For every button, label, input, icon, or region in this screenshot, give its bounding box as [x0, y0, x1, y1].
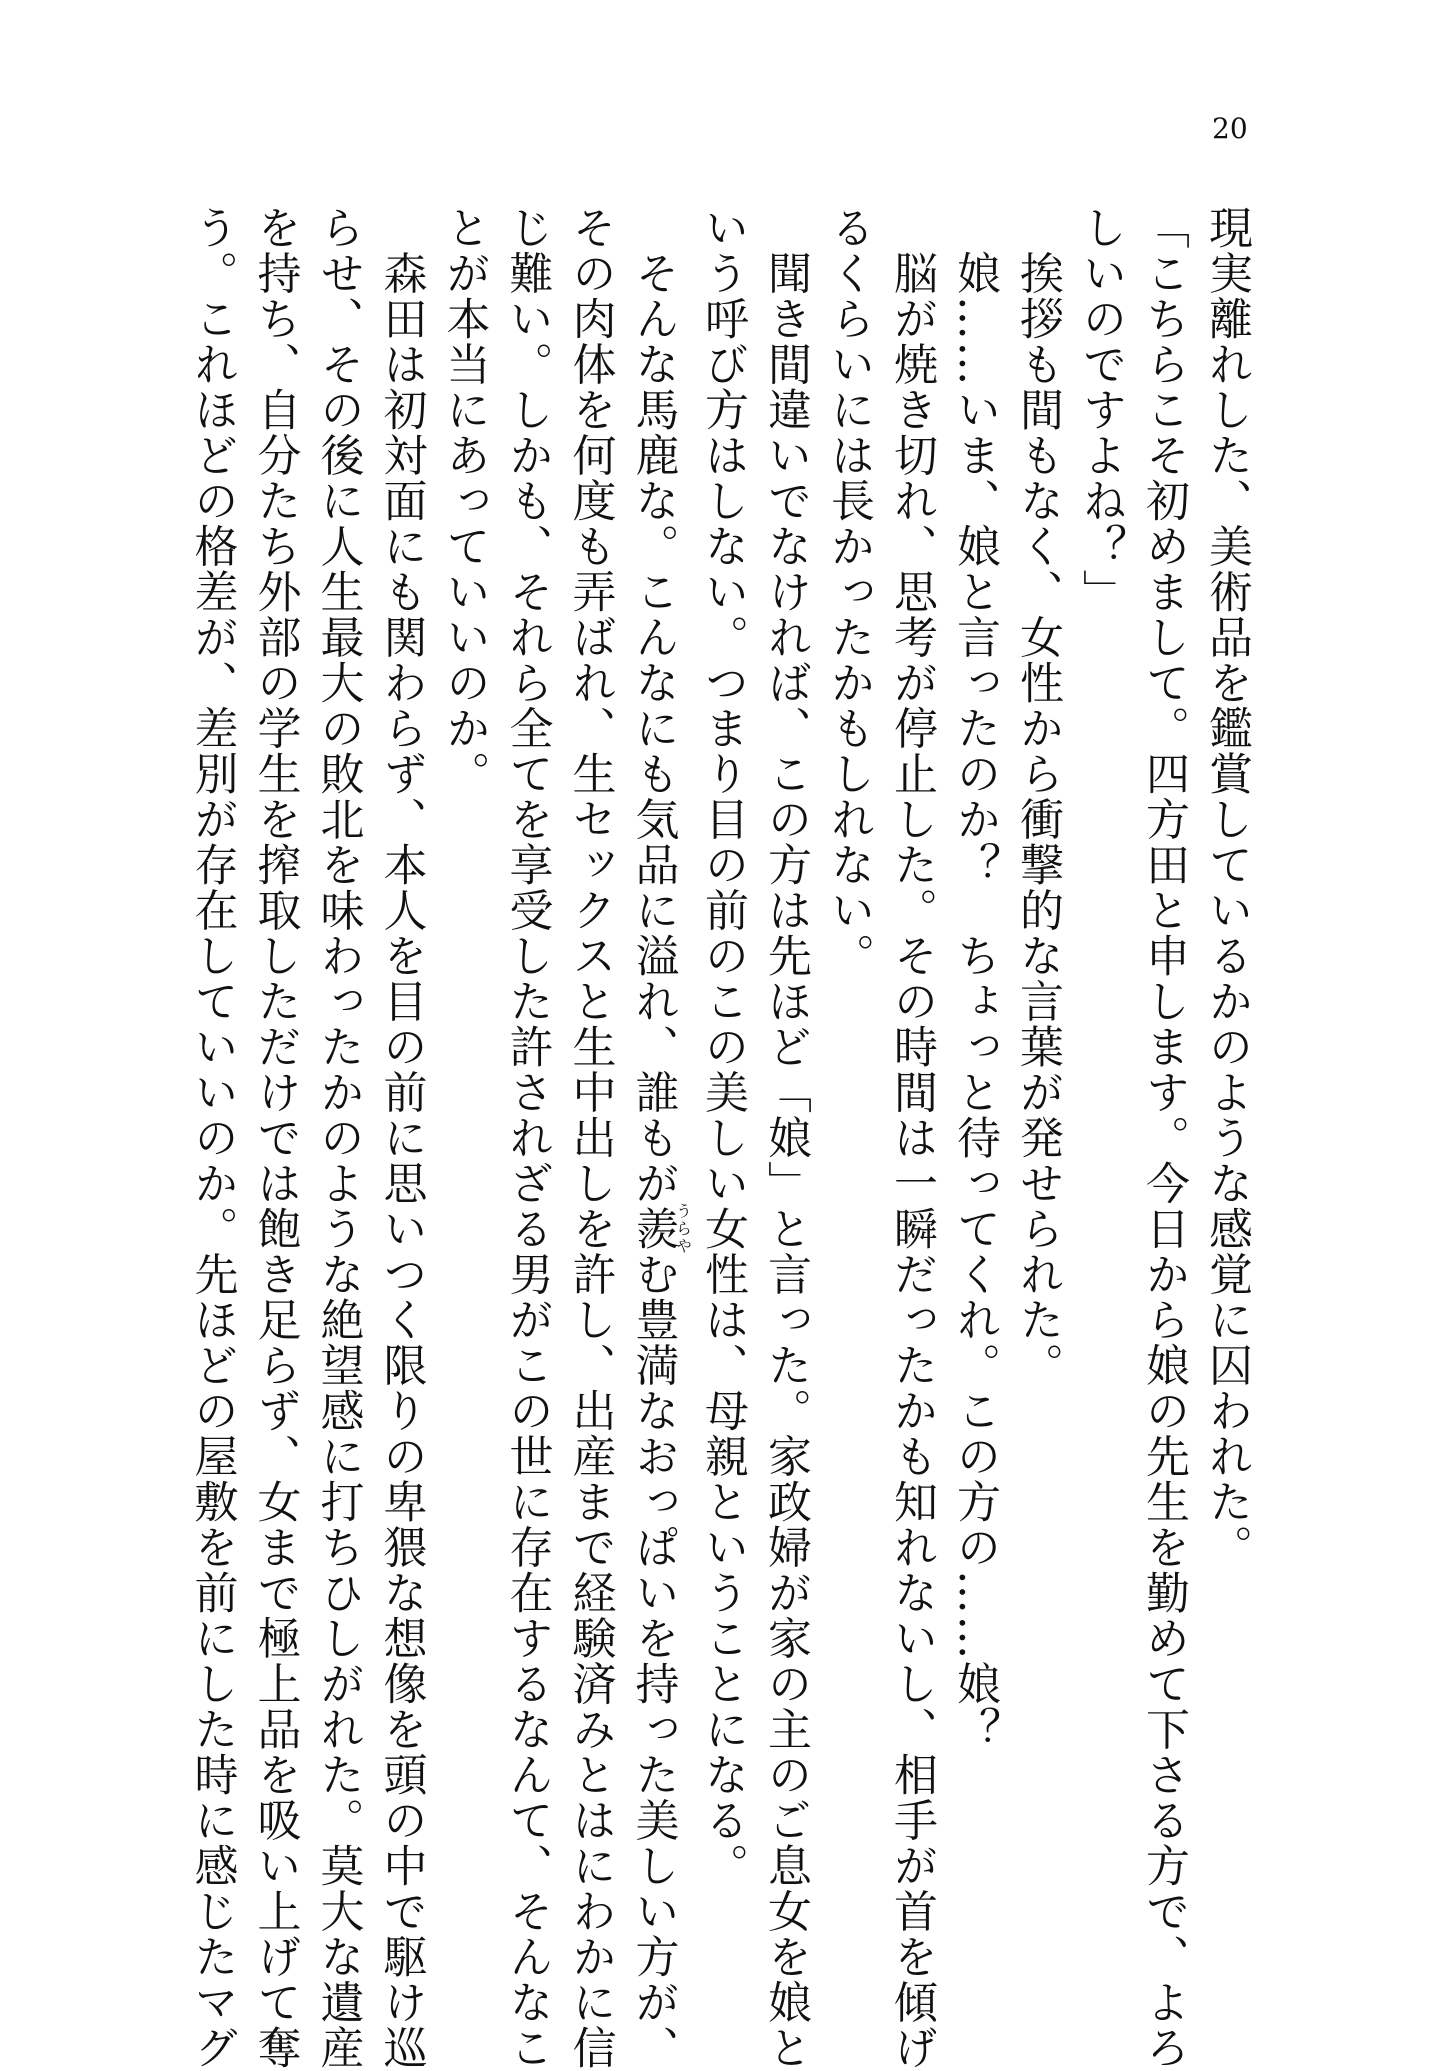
line-segment: む豊満なおっぱいを持った美しい方が、: [627, 1251, 679, 2071]
text-line: しいのですよね？」: [1075, 205, 1126, 615]
ruby-reading: うらや: [673, 1202, 693, 1255]
text-line: 聞き間違いでなければ、この方は先ほど「娘」と言った。家政婦が家の主のご息女を娘と: [760, 205, 811, 2071]
text-line: らせ、その後に人生最大の敗北を味わったかのような絶望感に打ちひしがれた。莫大な遺産: [312, 205, 364, 2071]
ruby-annotation: [627, 1202, 693, 1255]
text-line: 挨拶も間もなく、女性から衝撃的な言葉が発せられた。: [1012, 205, 1063, 1388]
ruby-base: 羨: [627, 1202, 679, 1255]
page-number: 20: [1212, 112, 1248, 145]
text-line: う。これほどの格差が、差別が存在していいのか。先ほどの屋敷を前にした時に感じたマグ: [186, 205, 238, 2071]
text-line-with-ruby: [622, 205, 693, 2071]
text-line: いう呼び方はしない。つまり目の前のこの美しい女性は、母親ということになる。: [697, 205, 748, 1889]
text-line: を持ち、自分たち外部の学生を搾取しただけでは飽き足らず、女まで極上品を吸い上げて奪: [249, 205, 301, 2071]
text-line: その肉体を何度も弄ばれ、生セックスと生中出しを許し、出産まで経験済みとはにわかに信: [564, 205, 616, 2071]
line-segment: そんな馬鹿な。こんなにも気品に溢れ、誰もが: [627, 205, 679, 1206]
text-line: 「こちらこそ初めまして。四方田と申します。今日から娘の先生を勤めて下さる方で、よろ: [1138, 205, 1189, 2071]
text-line: 森田は初対面にも関わらず、本人を目の前に思いつく限りの卑猥な想像を頭の中で駆け巡: [375, 205, 427, 2071]
text-line: 脳が焼き切れ、思考が停止した。その時間は一瞬だったかも知れないし、相手が首を傾げ: [886, 205, 937, 2071]
text-line: 娘……いま、娘と言ったのか？ ちょっと待ってくれ。この方の……娘？: [949, 205, 1000, 1752]
text-line: とが本当にあっていいのか。: [438, 205, 490, 797]
vertical-text-body: [158, 205, 1258, 2071]
text-line: 現実離れした、美術品を鑑賞しているかのような感覚に囚われた。: [1201, 205, 1252, 1570]
text-line: るくらいには長かったかもしれない。: [823, 205, 874, 979]
text-line: じ難い。しかも、それら全てを享受した許されざる男がこの世に存在するなんて、そんなこ: [501, 205, 553, 2071]
